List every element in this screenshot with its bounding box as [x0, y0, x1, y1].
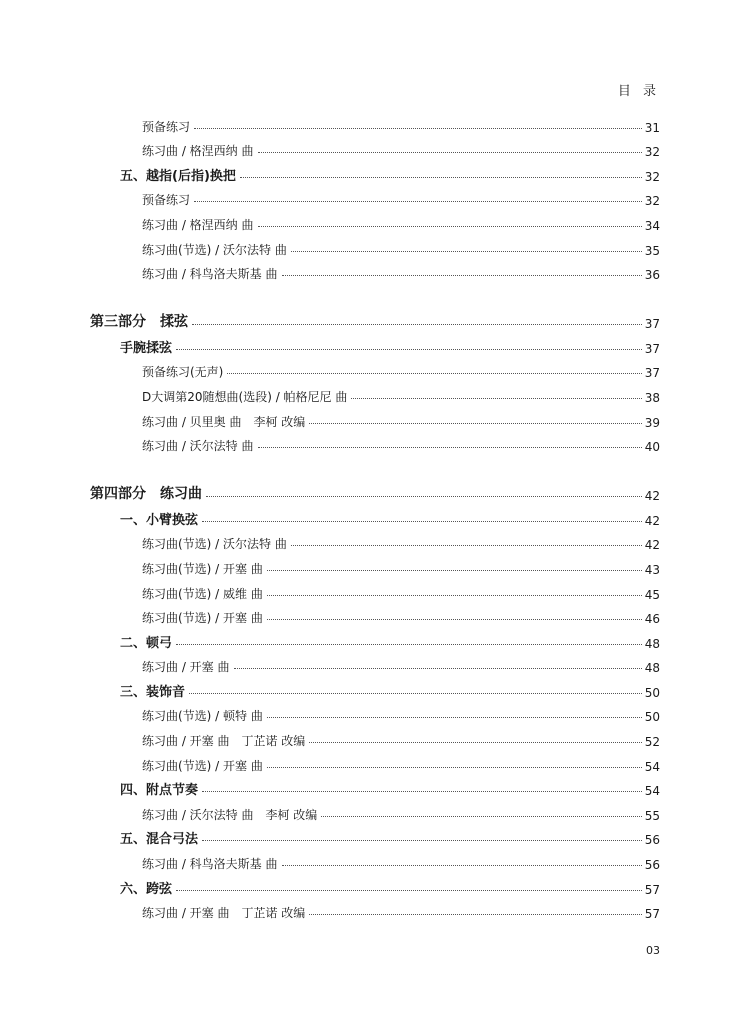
toc-item-entry[interactable]: [90, 749, 660, 774]
toc-entry-page: 54: [644, 784, 660, 799]
toc-leader-dots: [282, 274, 642, 276]
toc-leader-dots: [267, 766, 642, 768]
toc-entry-page: 37: [644, 341, 660, 356]
toc-leader-dots: [267, 594, 642, 596]
toc-entry-page: 42: [644, 489, 660, 504]
toc-entry-page: 52: [644, 735, 660, 750]
toc-leader-dots: [227, 372, 641, 374]
toc-item-entry[interactable]: [90, 184, 660, 209]
toc-entry-title: 练习曲(节选) / 开塞 曲: [142, 561, 263, 576]
toc-section-entry[interactable]: [90, 626, 660, 651]
toc-entry-page: 32: [644, 194, 660, 209]
toc-entry-title: 一、小臂换弦: [120, 512, 199, 528]
toc-leader-dots: [206, 495, 642, 497]
toc-entry-page: 50: [644, 710, 660, 725]
toc-entry-title: 练习曲 / 沃尔法特 曲 李柯 改编: [142, 807, 318, 822]
toc-entry-page: 48: [644, 636, 660, 651]
toc-leader-dots: [240, 176, 642, 178]
toc-leader-dots: [267, 569, 642, 571]
toc-leader-dots: [291, 544, 642, 546]
toc-entry-title: 二、顿弓: [120, 635, 173, 651]
toc-leader-dots: [309, 741, 641, 743]
toc-item-entry[interactable]: [90, 602, 660, 627]
toc-item-entry[interactable]: [90, 380, 660, 405]
toc-item-entry[interactable]: [90, 528, 660, 553]
toc-leader-dots: [309, 913, 641, 915]
toc-entry-title: 练习曲 / 格涅西纳 曲: [142, 144, 254, 159]
toc-item-entry[interactable]: [90, 356, 660, 381]
section-gap: [90, 282, 660, 306]
toc-entry-title: 六、跨弦: [120, 881, 173, 897]
toc-entry-title: 预备练习(无声): [142, 365, 224, 380]
toc-entry-page: 55: [644, 808, 660, 823]
toc-entry-title: 五、混合弓法: [120, 832, 199, 848]
toc-leader-dots: [189, 692, 642, 694]
toc-leader-dots: [282, 864, 642, 866]
toc-entry-title: 练习曲 / 开塞 曲 丁芷诺 改编: [142, 906, 306, 921]
toc-entry-title: 练习曲 / 贝里奥 曲 李柯 改编: [142, 414, 306, 429]
toc-leader-dots: [202, 790, 642, 792]
toc-entry-page: 32: [644, 145, 660, 160]
toc-entry-title: 预备练习: [142, 193, 191, 208]
toc-leader-dots: [234, 667, 642, 669]
toc-entry-page: 35: [644, 243, 660, 258]
toc-entry-page: 45: [644, 587, 660, 602]
toc-entry-title: 练习曲(节选) / 开塞 曲: [142, 758, 263, 773]
toc-leader-dots: [351, 397, 641, 399]
toc-item-entry[interactable]: [90, 700, 660, 725]
toc-entry-title: 练习曲 / 开塞 曲: [142, 660, 230, 675]
toc-entry-page: 57: [644, 882, 660, 897]
toc-entry-page: 37: [644, 317, 660, 332]
toc-entry-page: 37: [644, 366, 660, 381]
toc-part-entry[interactable]: [90, 306, 660, 331]
toc-section-entry[interactable]: [90, 872, 660, 897]
toc-leader-dots: [258, 225, 642, 227]
toc-item-entry[interactable]: [90, 847, 660, 872]
toc-entry-title: 练习曲 / 开塞 曲 丁芷诺 改编: [142, 734, 306, 749]
toc-entry-page: 32: [644, 169, 660, 184]
toc-entry-page: 56: [644, 858, 660, 873]
toc-part-entry[interactable]: [90, 478, 660, 503]
toc-leader-dots: [194, 127, 642, 129]
toc-leader-dots: [267, 618, 642, 620]
toc-leader-dots: [291, 250, 642, 252]
toc-leader-dots: [192, 323, 642, 325]
toc-leader-dots: [267, 716, 642, 718]
toc-entry-page: 42: [644, 538, 660, 553]
toc-entry-title: 练习曲(节选) / 顿特 曲: [142, 709, 263, 724]
toc-leader-dots: [202, 520, 642, 522]
toc-section-entry[interactable]: [90, 774, 660, 799]
toc-entry-page: 54: [644, 759, 660, 774]
toc-item-entry[interactable]: [90, 897, 660, 922]
toc-item-entry[interactable]: [90, 208, 660, 233]
toc-item-entry[interactable]: [90, 798, 660, 823]
toc-entry-title: 手腕揉弦: [120, 340, 173, 356]
toc-leader-dots: [321, 815, 641, 817]
toc-section-entry[interactable]: [90, 159, 660, 184]
toc-entry-page: 34: [644, 218, 660, 233]
toc-leader-dots: [176, 889, 642, 891]
toc-entry-page: 46: [644, 612, 660, 627]
toc-entry-title: 预备练习: [142, 119, 191, 134]
toc-entry-page: 57: [644, 907, 660, 922]
toc-entry-title: 练习曲 / 格涅西纳 曲: [142, 217, 254, 232]
toc-entry-page: 39: [644, 415, 660, 430]
toc-entry-title: 练习曲(节选) / 沃尔法特 曲: [142, 242, 287, 257]
toc-leader-dots: [258, 151, 642, 153]
toc-entry-title: 练习曲 / 沃尔法特 曲: [142, 439, 254, 454]
page-number: 03: [646, 944, 660, 957]
toc-entry-page: 38: [644, 390, 660, 405]
toc-leader-dots: [309, 422, 641, 424]
section-gap: [90, 454, 660, 478]
toc-entry-page: 56: [644, 833, 660, 848]
toc-leader-dots: [176, 643, 642, 645]
toc-entry-title: 第三部分 揉弦: [90, 314, 188, 331]
toc-entry-page: 42: [644, 513, 660, 528]
toc-item-entry[interactable]: [90, 405, 660, 430]
toc-item-entry[interactable]: [90, 135, 660, 160]
toc-entry-title: 三、装饰音: [120, 684, 186, 700]
toc-entry-title: 五、越指(后指)换把: [120, 168, 236, 184]
toc-entry-page: 50: [644, 685, 660, 700]
toc-item-entry[interactable]: [90, 724, 660, 749]
toc-entry-title: 练习曲 / 科鸟洛夫斯基 曲: [142, 267, 278, 282]
toc-leader-dots: [202, 839, 642, 841]
toc-item-entry[interactable]: [90, 430, 660, 455]
page-header-title: 目 录: [617, 84, 660, 99]
table-of-contents: [90, 110, 660, 921]
toc-item-entry[interactable]: [90, 577, 660, 602]
toc-section-entry[interactable]: [90, 503, 660, 528]
toc-entry-title: D大调第20随想曲(选段) / 帕格尼尼 曲: [142, 389, 348, 404]
toc-leader-dots: [258, 446, 642, 448]
toc-entry-page: 31: [644, 120, 660, 135]
toc-section-entry[interactable]: [90, 675, 660, 700]
toc-entry-title: 第四部分 练习曲: [90, 486, 202, 503]
toc-section-entry[interactable]: [90, 331, 660, 356]
toc-item-entry[interactable]: [90, 110, 660, 135]
toc-entry-page: 43: [644, 562, 660, 577]
toc-entry-title: 练习曲(节选) / 沃尔法特 曲: [142, 537, 287, 552]
toc-entry-title: 四、附点节奏: [120, 783, 199, 799]
toc-entry-page: 40: [644, 440, 660, 455]
toc-entry-title: 练习曲 / 科鸟洛夫斯基 曲: [142, 857, 278, 872]
toc-leader-dots: [176, 348, 642, 350]
toc-item-entry[interactable]: [90, 258, 660, 283]
toc-section-entry[interactable]: [90, 823, 660, 848]
toc-entry-page: 36: [644, 268, 660, 283]
toc-item-entry[interactable]: [90, 552, 660, 577]
toc-item-entry[interactable]: [90, 233, 660, 258]
toc-entry-title: 练习曲(节选) / 威维 曲: [142, 586, 263, 601]
toc-entry-page: 48: [644, 661, 660, 676]
toc-entry-title: 练习曲(节选) / 开塞 曲: [142, 611, 263, 626]
toc-leader-dots: [194, 200, 642, 202]
toc-item-entry[interactable]: [90, 651, 660, 676]
